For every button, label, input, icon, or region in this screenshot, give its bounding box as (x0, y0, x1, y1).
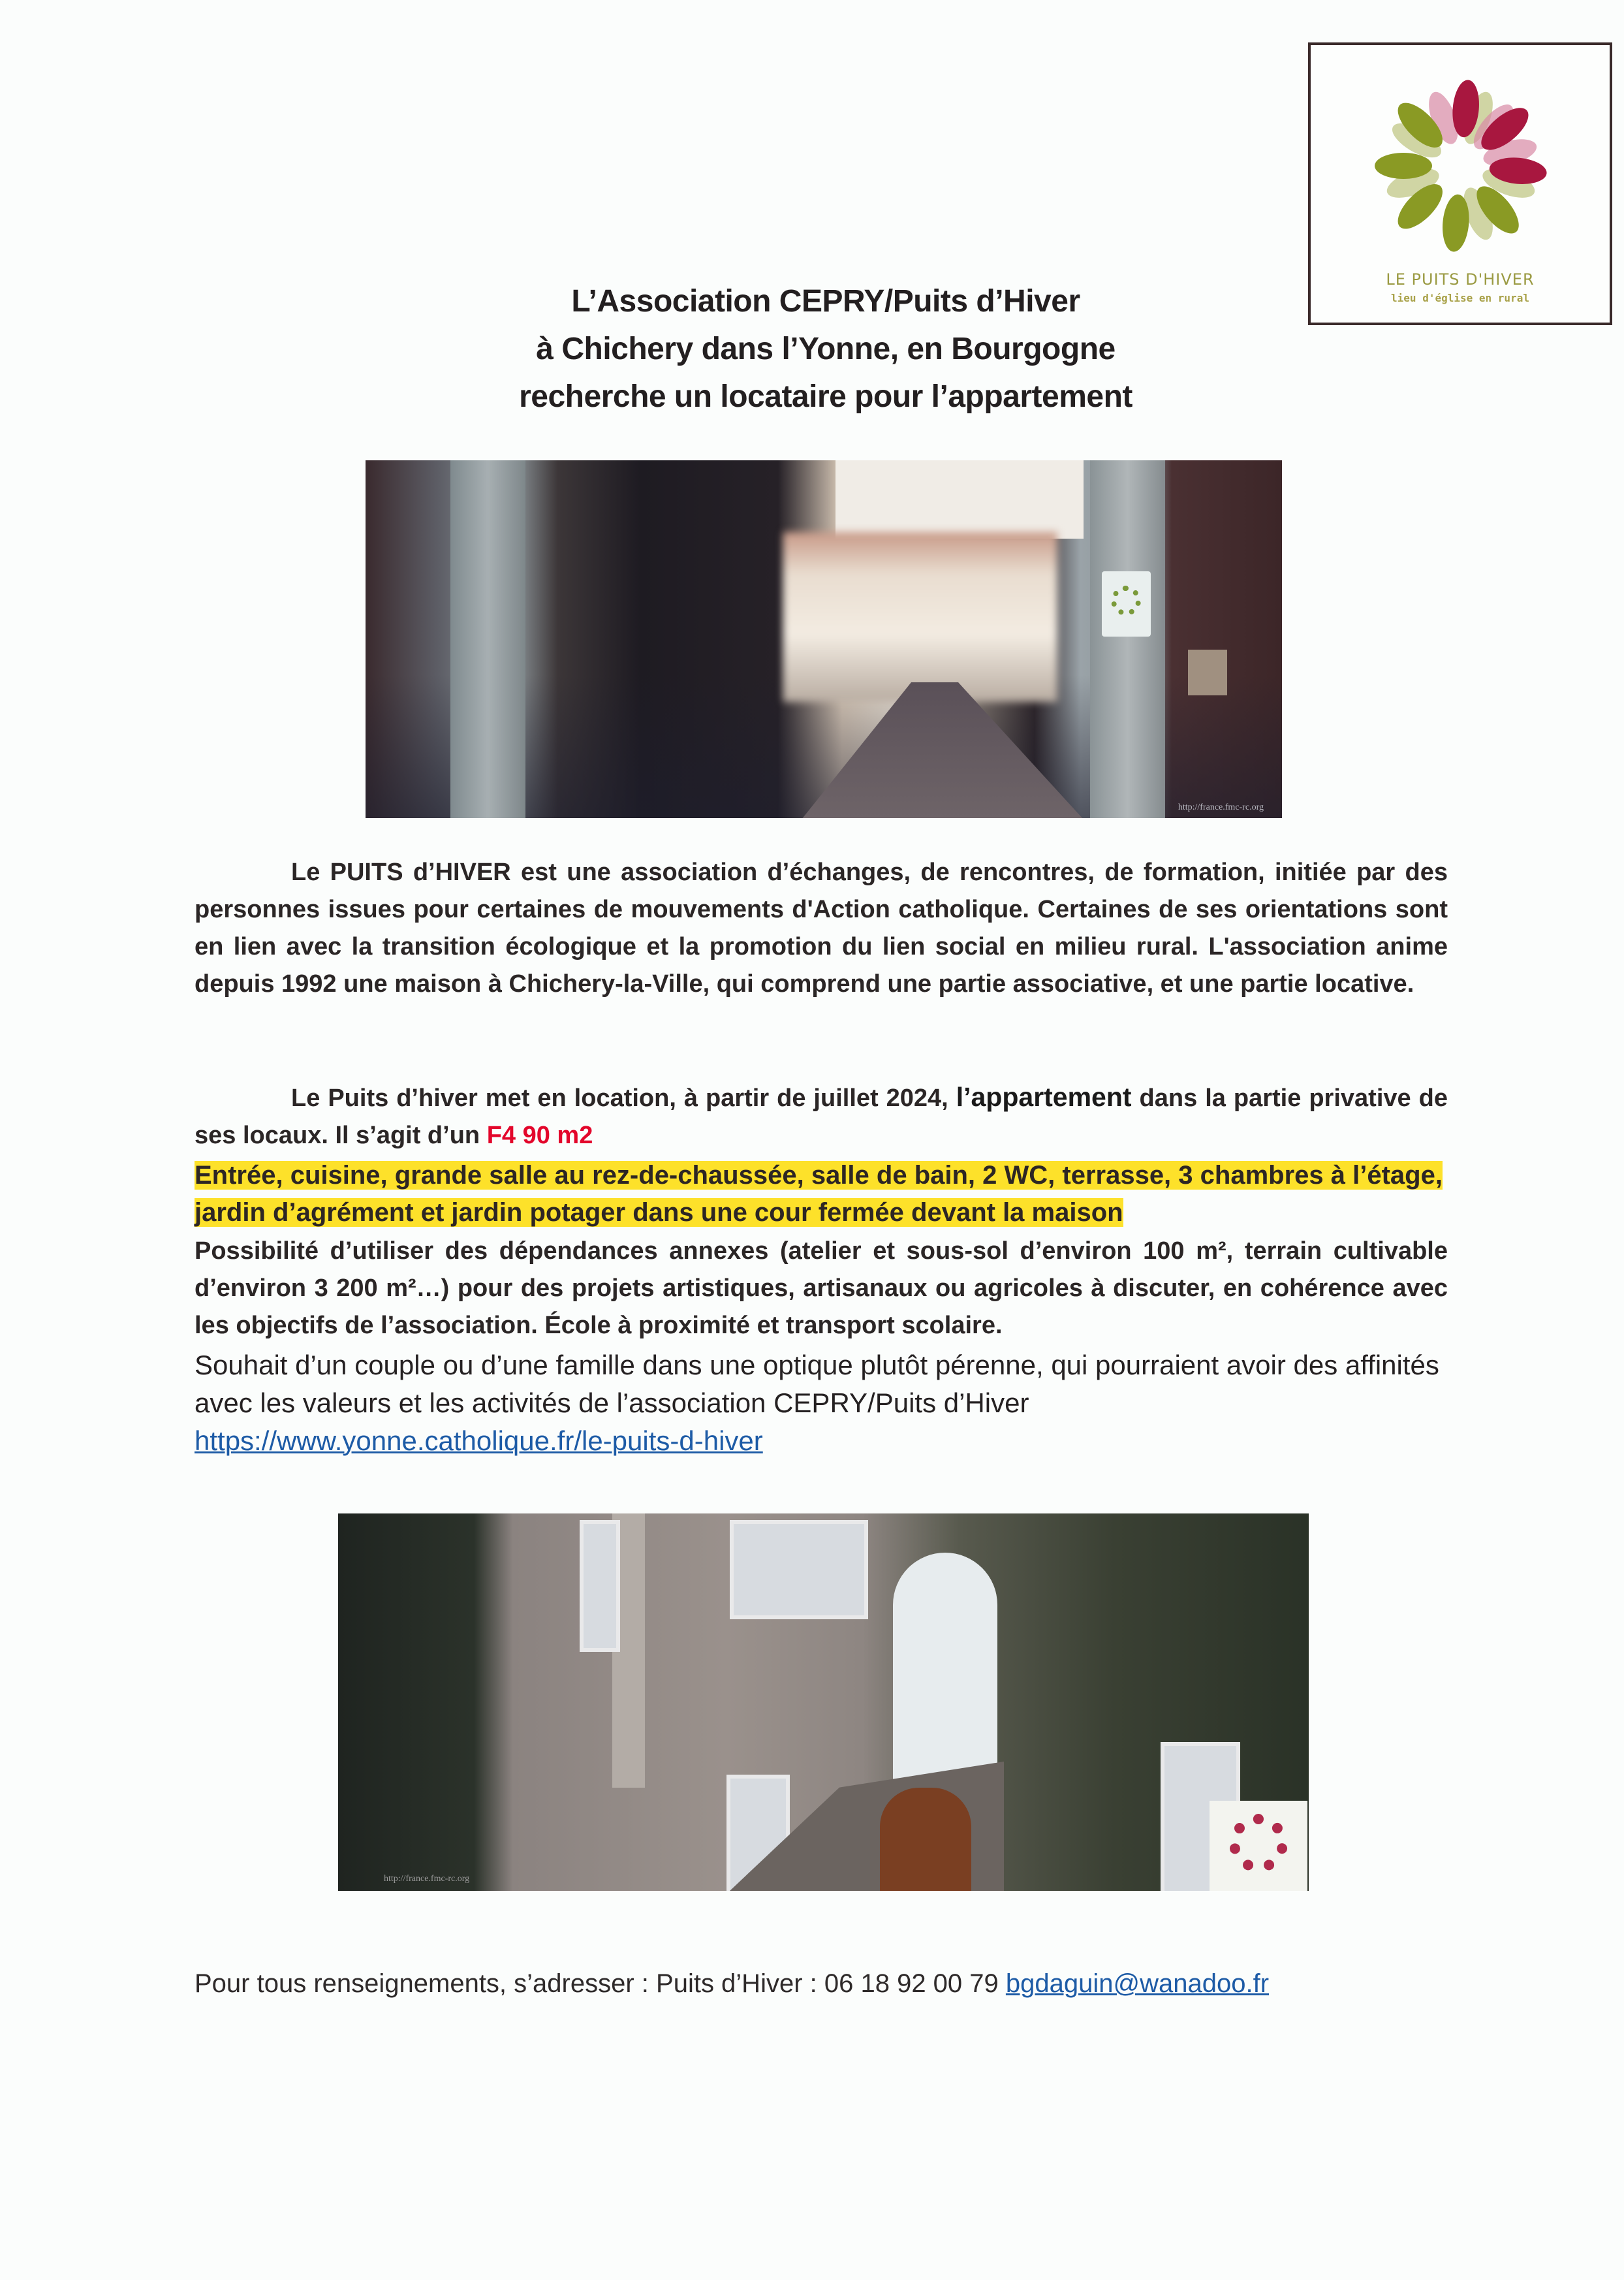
photo-window (730, 1520, 868, 1619)
paragraph-tenant-wish (195, 1346, 1448, 1460)
page-title (392, 277, 1260, 420)
rental-text-middle: dans la partie privative de ses locaux. Il s’agit d’un (195, 1085, 1448, 1149)
tenant-wish-text: Souhait d’un couple ou d’une famille dans une optique plutôt pérenne, qui pourraient avoir des affinités avec les valeurs et les activités de l’association CEPRY/Puits d’Hiver (195, 1350, 1439, 1418)
photo-wooden-door (880, 1788, 971, 1891)
logo-box (1308, 42, 1612, 325)
rental-emphasis: l’appartement (956, 1082, 1132, 1112)
photo-logo-sign-icon (1210, 1801, 1307, 1891)
photo-sky (835, 460, 1084, 539)
house-facade-photo (338, 1513, 1309, 1891)
title-line-3: recherche un locataire pour l’appartement (519, 379, 1132, 414)
rental-text-before: Le Puits d’hiver met en location, à partir de juillet 2024, (291, 1085, 956, 1112)
photo-house (783, 532, 1057, 702)
photo-right-pillar (1090, 460, 1165, 818)
features-highlight-text: Entrée, cuisine, grande salle au rez-de-chaussée, salle de bain, 2 WC, terrasse, 3 chambres à l’étage, jardin d’agrément et jardin potager dans une cour fermée devant la maison (195, 1161, 1443, 1227)
photo-left-pillar (450, 460, 525, 818)
apartment-type: F4 90 m2 (486, 1122, 593, 1149)
photo-window (580, 1520, 620, 1652)
email-link[interactable]: bgdaguin@wanadoo.fr (1005, 1969, 1270, 1998)
photo-white-door (893, 1553, 997, 1788)
logo-title: LE PUITS D'HIVER (1386, 270, 1535, 289)
paragraph-rental-offer (195, 1079, 1448, 1154)
contact-footer (195, 1965, 1474, 2002)
website-link[interactable]: https://www.yonne.catholique.fr/le-puits-d-hiver (195, 1425, 763, 1456)
paragraph-association-description: Le PUITS d’HIVER est une association d’échanges, de rencontres, de formation, initiée par des personnes issues pour certaines de mouvements d'Action catholique. Certaines de ses orientations sont en lien avec la transition écologique et la promotion du lien social en milieu rural. L'association anime depuis 1992 une maison à Chichery-la-Ville, qui comprend une partie associative, et une partie locative. (195, 859, 1448, 998)
title-line-2: à Chichery dans l’Yonne, en Bourgogne (536, 332, 1116, 366)
photo-plaque (1188, 650, 1227, 695)
photo-watermark: http://france.fmc-rc.org (1178, 802, 1264, 812)
title-line-1: L’Association CEPRY/Puits d’Hiver (571, 284, 1080, 319)
photo-watermark: http://france.fmc-rc.org (384, 1874, 470, 1884)
photo-path (770, 682, 1084, 818)
highlighted-features (195, 1157, 1448, 1231)
paragraph-annexes: Possibilité d’utiliser des dépendances annexes (atelier et sous-sol d’environ 100 m², terrain cultivable d’environ 3 200 m²…) pour des projets artistiques, artisanaux ou agricoles à discuter, en cohérence avec les objectifs de l’association. École à proximité et transport scolaire. (195, 1237, 1448, 1339)
logo-subtitle: lieu d'église en rural (1391, 292, 1529, 304)
dancing-figures-logo-icon (1369, 74, 1552, 257)
contact-text: Pour tous renseignements, s’adresser : Puits d’Hiver : 06 18 92 00 79 (195, 1969, 1006, 1998)
photo-logo-sign-icon (1102, 571, 1151, 637)
entrance-gate-photo (366, 460, 1282, 818)
